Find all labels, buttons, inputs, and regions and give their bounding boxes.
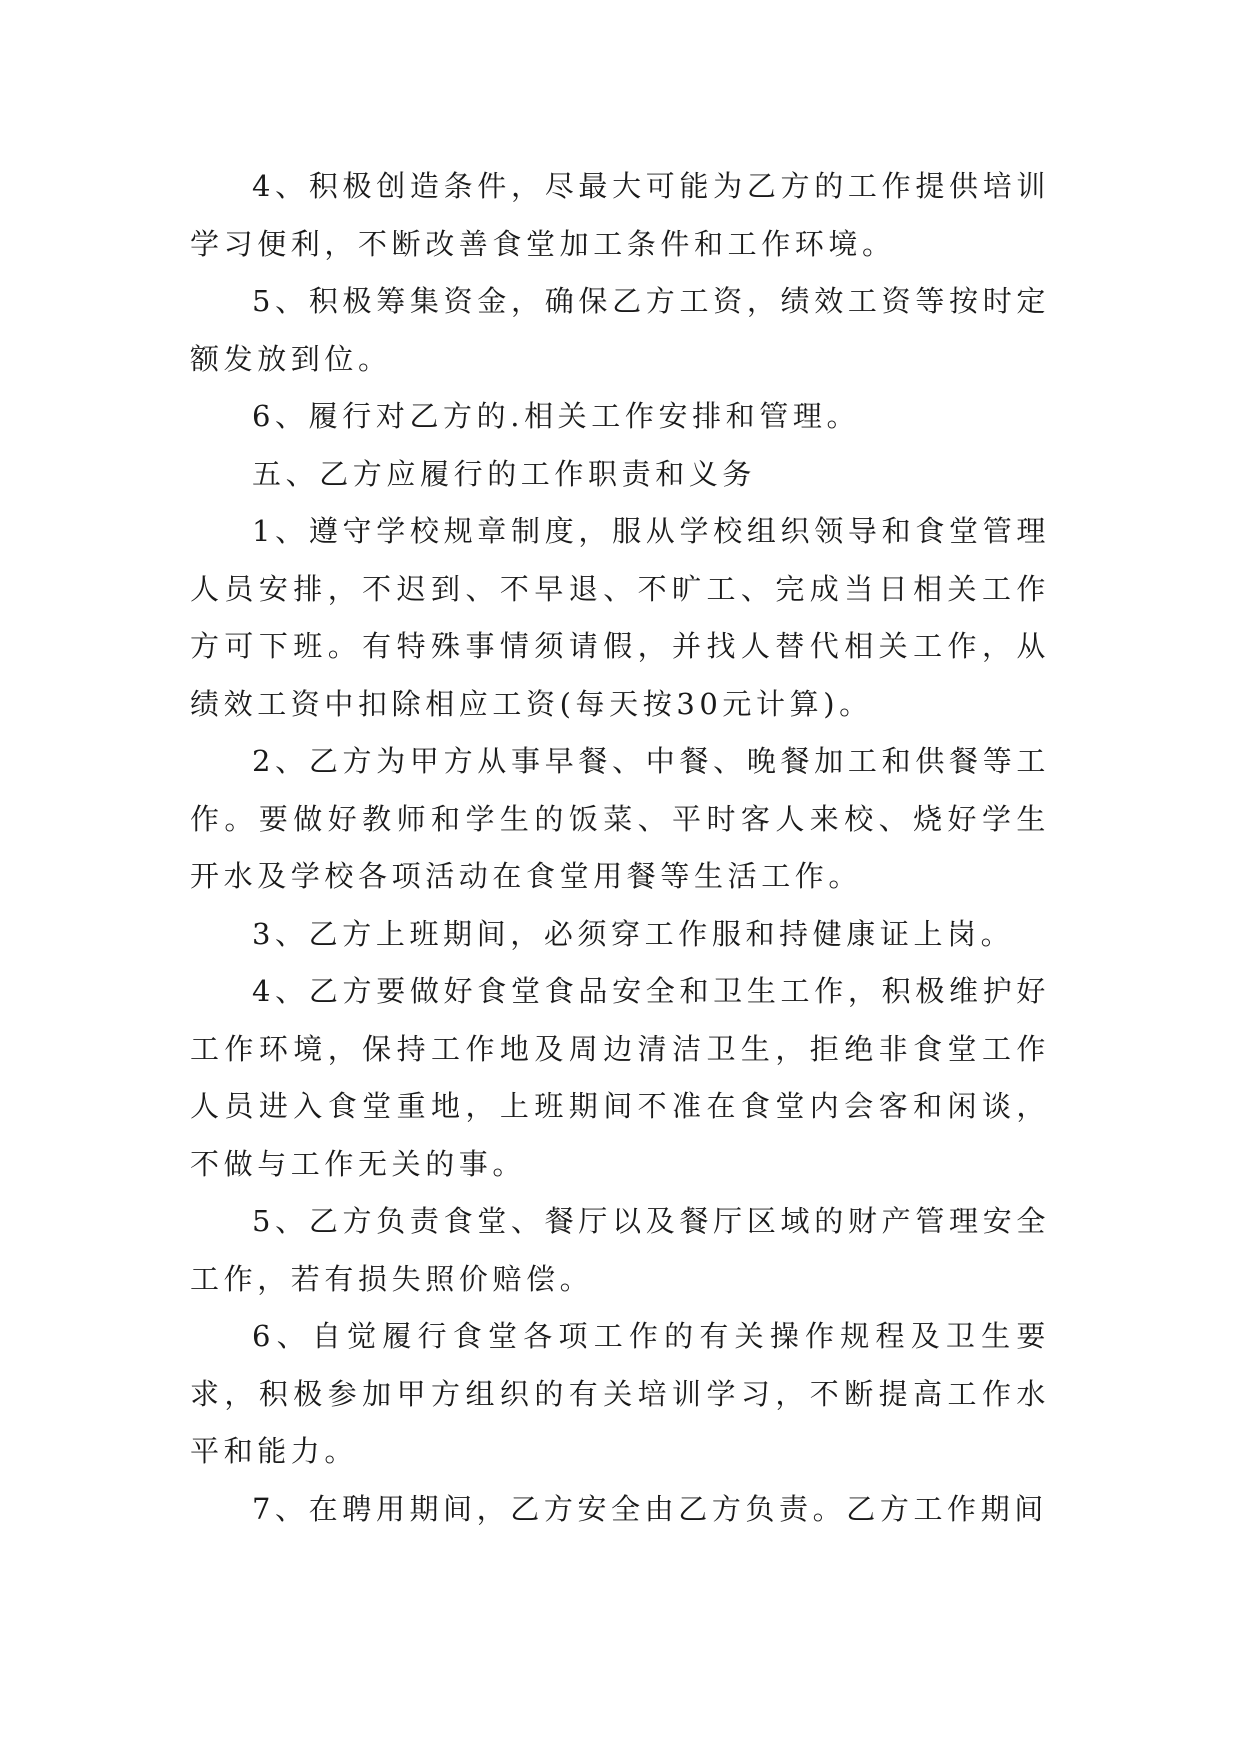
- paragraph-party-a-duty-4: 4、积极创造条件，尽最大可能为乙方的工作提供培训学习便利，不断改善食堂加工条件和工作环境。: [190, 169, 1050, 261]
- paragraph-party-b-duty-1: 1、遵守学校规章制度，服从学校组织领导和食堂管理人员安排，不迟到、不早退、不旷工、完成当日相关工作方可下班。有特殊事情须请假，并找人替代相关工作，从绩效工资中扣除相应工资(每天按30元计算)。: [190, 514, 1050, 721]
- paragraph-party-b-duty-3: 3、乙方上班期间，必须穿工作服和持健康证上岗。: [252, 916, 1015, 951]
- paragraph-party-a-duty-5: 5、积极筹集资金，确保乙方工资，绩效工资等按时定额发放到位。: [190, 284, 1050, 376]
- paragraph-party-b-duty-7: 7、在聘用期间，乙方安全由乙方负责。乙方工作期间: [252, 1491, 1048, 1526]
- paragraph-party-b-duty-4: 4、乙方要做好食堂食品安全和卫生工作，积极维护好工作环境，保持工作地及周边清洁卫生，拒绝非食堂工作人员进入食堂重地，上班期间不准在食堂内会客和闲谈，不做与工作无关的事。: [190, 974, 1050, 1181]
- paragraph-party-a-duty-6: 6、履行对乙方的.相关工作安排和管理。: [252, 399, 861, 433]
- paragraph-party-b-duty-5: 5、乙方负责食堂、餐厅以及餐厅区域的财产管理安全工作，若有损失照价赔偿。: [190, 1204, 1050, 1296]
- section-heading-party-b-duties: 五、乙方应履行的工作职责和义务: [252, 456, 757, 491]
- document-body: [190, 158, 1050, 1538]
- paragraph-party-b-duty-6: 6、自觉履行食堂各项工作的有关操作规程及卫生要求，积极参加甲方组织的有关培训学习，不断提高工作水平和能力。: [190, 1319, 1050, 1468]
- paragraph-party-b-duty-2: 2、乙方为甲方从事早餐、中餐、晚餐加工和供餐等工作。要做好教师和学生的饭菜、平时客人来校、烧好学生开水及学校各项活动在食堂用餐等生活工作。: [190, 744, 1050, 893]
